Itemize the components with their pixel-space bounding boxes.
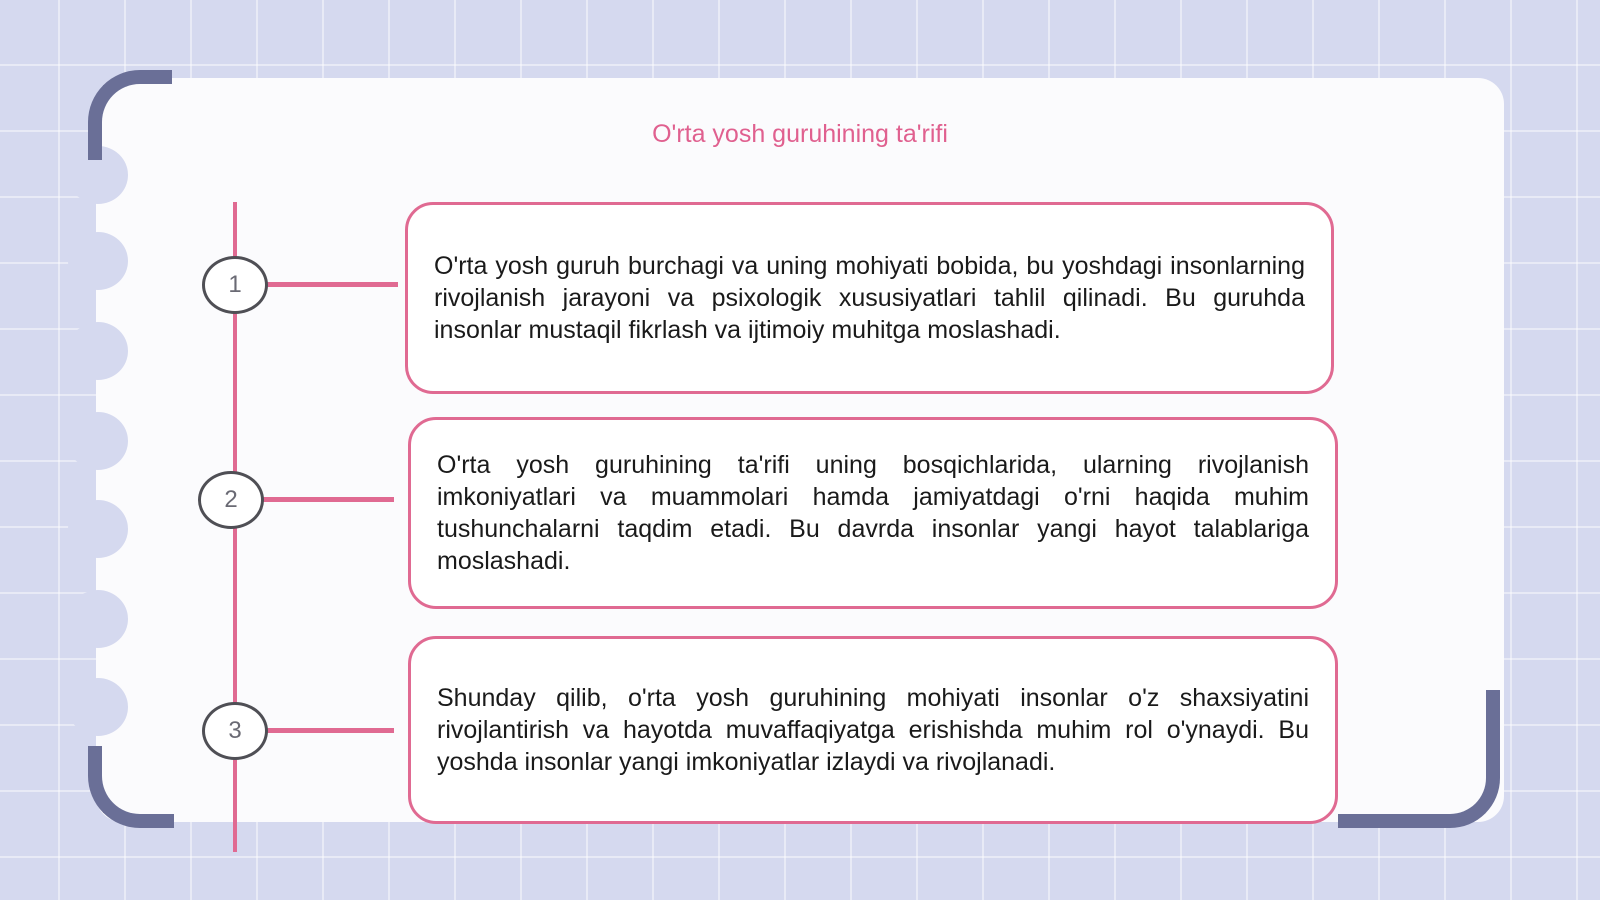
page-title: O'rta yosh guruhining ta'rifi [652, 120, 948, 148]
step-card-2 [408, 417, 1338, 609]
step-marker-2: 2 [198, 471, 264, 529]
step-text-3: Shunday qilib, o'rta yosh guruhining mohiyati insonlar o'z shaxsiyatini rivojlantirish va hayotda muvaffaqiyatga erishishda muhim rol o'ynaydi. Bu yoshda insonlar yangi imkoniyatlar izlaydi va rivojlanadi. [437, 684, 1309, 776]
timeline-connector [258, 497, 394, 502]
step-text-1: O'rta yosh guruh burchagi va uning mohiyati bobida, bu yoshdagi insonlarning rivojlanish jarayoni va psixologik xususiyatlari tahlil qilinadi. Bu guruhda insonlar mustaqil fikrlash va ijtimoiy muhitga moslashadi. [434, 252, 1305, 344]
corner-bracket-bottom-right [1338, 690, 1500, 828]
step-text-2: O'rta yosh guruhining ta'rifi uning bosqichlarida, ularning rivojlanish imkoniyatlari va muammolari hamda jamiyatdagi o'rni haqida muhim tushunchalarni taqdim etadi. Bu davrda insonlar yangi hayot talablariga moslashadi. [437, 451, 1309, 575]
step-card-3 [408, 636, 1338, 824]
scallop-decoration [68, 232, 128, 290]
scallop-decoration [68, 500, 128, 558]
step-marker-1: 1 [202, 256, 268, 314]
scallop-decoration [68, 412, 128, 470]
timeline-connector [262, 728, 394, 733]
scallop-decoration [68, 322, 128, 380]
step-marker-3: 3 [202, 702, 268, 760]
timeline-connector [262, 282, 398, 287]
corner-bracket-bottom-left [88, 746, 174, 828]
scallop-decoration [68, 678, 128, 736]
corner-bracket-top-left [88, 70, 172, 160]
scallop-decoration [68, 590, 128, 648]
step-card-1 [405, 202, 1334, 394]
